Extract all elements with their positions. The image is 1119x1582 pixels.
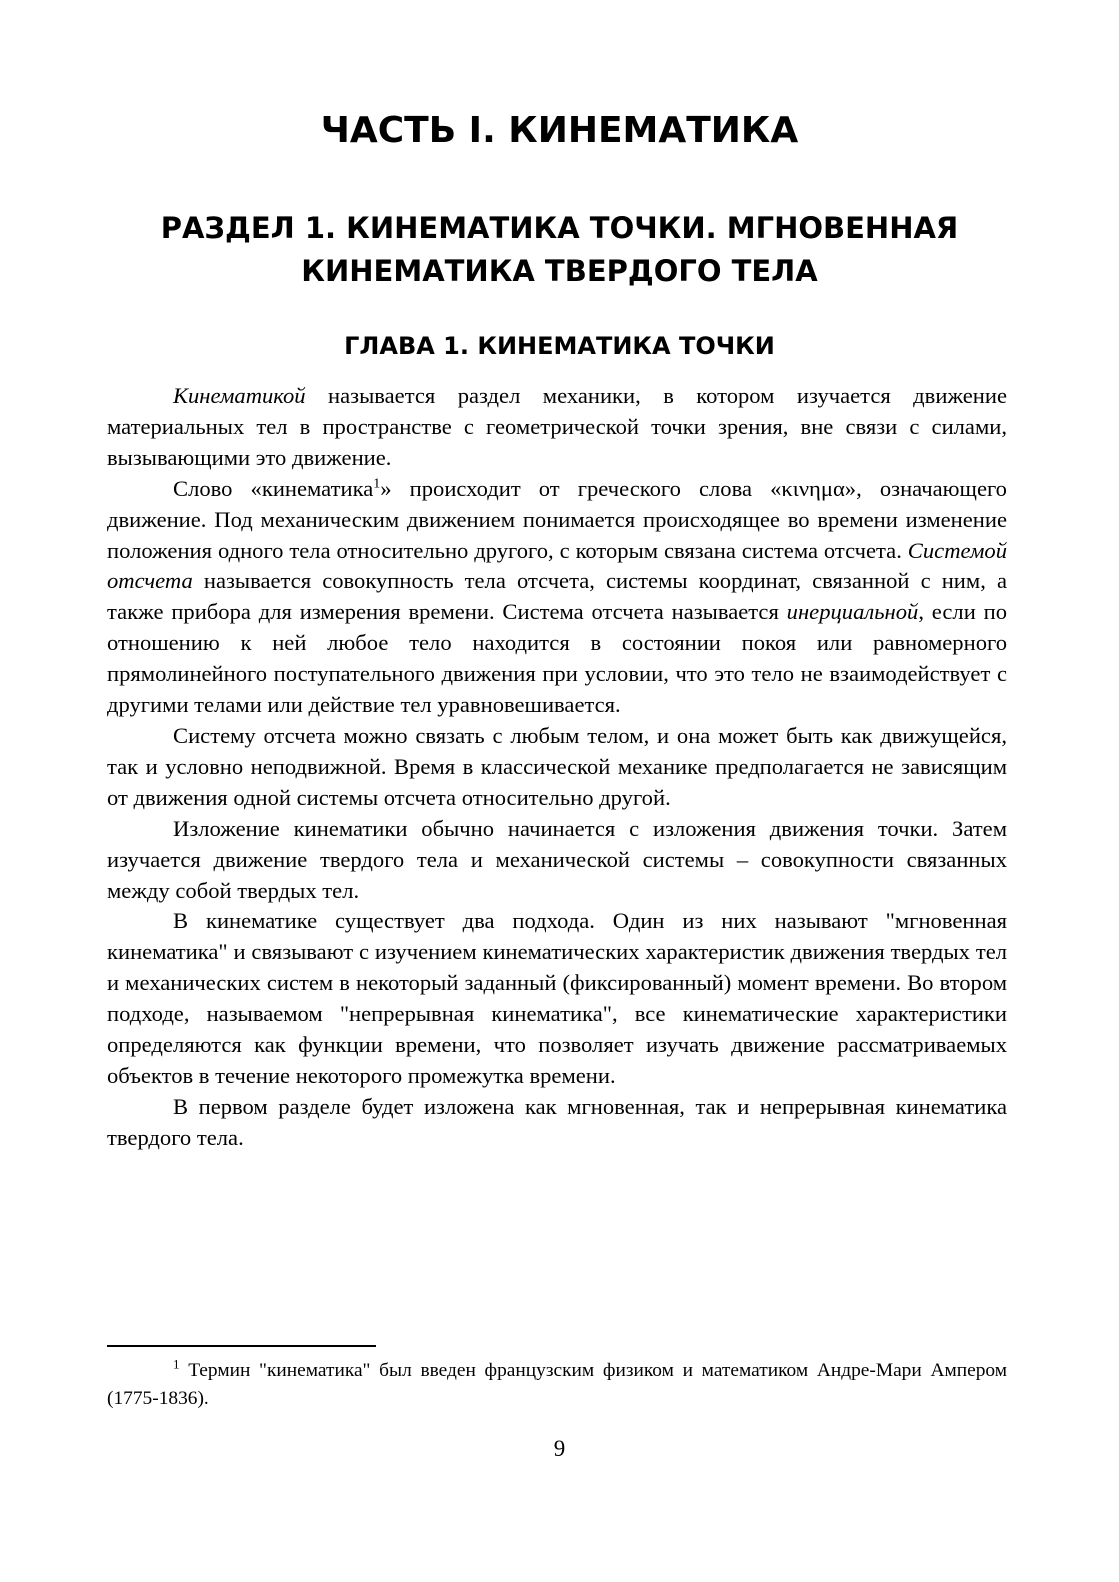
paragraph-section-overview: В первом разделе будет изложена как мгновенная, так и непрерывная кинематика твердого тела. (107, 1093, 1007, 1150)
paragraph-etymology (107, 474, 1007, 721)
term-reference-frame: Системой отсчета (107, 537, 1007, 594)
footnote-text: Термин "кинематика" был введен французским физиком и математиком Андре-Мари Ампером (1775-1836). (107, 1360, 1007, 1409)
paragraph-etymology-text-4: , если по отношению к ней любое тело находится в состоянии покоя или равномерного прямолинейного поступательного движения при условии, что это тело не взаимодействует с другими телами или действие тел уравновешивается. (107, 599, 1007, 718)
footnote-mark: 1 (173, 1356, 180, 1372)
paragraph-reference-frame: Систему отсчета можно связать с любым телом, и она может быть как движущейся, так и условно неподвижной. Время в классической механике предполагается не зависящим от движения одной системы отсчета относительно другой. (107, 722, 1007, 810)
paragraph-approaches: В кинематике существует два подхода. Один из них называют "мгновенная кинематика" и связывают с изучением кинематических характеристик движения твердых тел и механических систем в некоторый заданный (фиксированный) момент времени. Во втором подходе, называемом "непрерывная кинематика", все кинематические характеристики определяются как функции времени, что позволяет изучать движение рассматриваемых объектов в течение некоторого промежутка времени. (107, 908, 1007, 1088)
term-inertial: инерциальной (786, 599, 919, 625)
body-text (107, 381, 1007, 1154)
section-title-line-2: КИНЕМАТИКА ТВЕРДОГО ТЕЛА (301, 254, 818, 288)
page-number: 9 (553, 1436, 566, 1461)
section-title (100, 207, 1019, 293)
paragraph-definition-text: называется раздел механики, в котором изучается движение материальных тел в пространстве с геометрической точки зрения, вне связи с силами, вызывающими это движение. (107, 383, 1007, 470)
term-kinematics: Кинематикой (173, 383, 306, 408)
chapter-title: ГЛАВА 1. КИНЕМАТИКА ТОЧКИ (344, 332, 775, 360)
paragraph-etymology-text-2: » происходит от греческого слова «κινημα», означающего движение. Под механическим движением понимается происходящее во времени изменение положения одного тела относительно другого, с которым связана система отсчета. (107, 475, 1007, 563)
footnote-divider (107, 1345, 376, 1347)
section-title-line-1: РАЗДЕЛ 1. КИНЕМАТИКА ТОЧКИ. МГНОВЕННАЯ (160, 211, 959, 245)
part-title: ЧАСТЬ I. КИНЕМАТИКА (320, 110, 799, 151)
footnote-reference[interactable]: 1 (373, 476, 381, 492)
paragraph-etymology-text-1: Слово «кинематика (173, 475, 374, 501)
paragraph-etymology-text-3: называется совокупность тела отсчета, системы координат, связанной с ним, а также прибора для измерения времени. Система отсчета называется (107, 568, 1007, 625)
paragraph-definition (107, 381, 1007, 474)
paragraph-order: Изложение кинематики обычно начинается с изложения движения точки. Затем изучается движение твердого тела и механической системы – совокупности связанных между собой твердых тел. (107, 815, 1007, 903)
footnote (107, 1357, 1007, 1413)
